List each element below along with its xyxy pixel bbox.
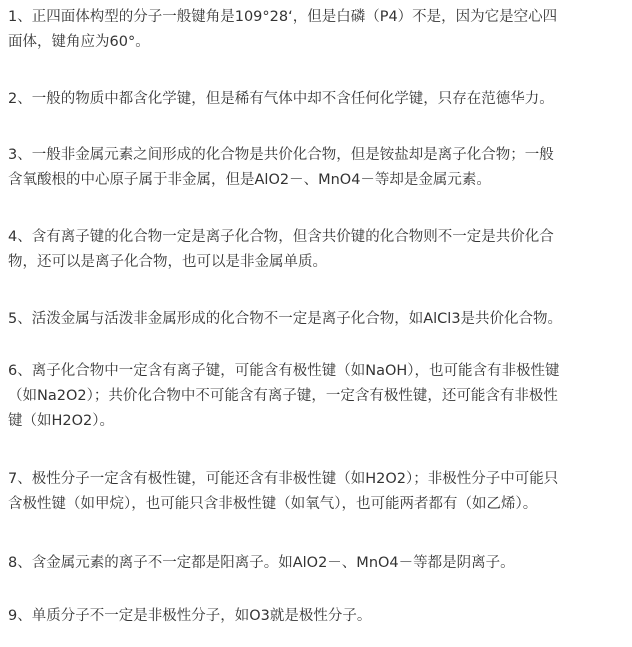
paragraph-item-4 <box>8 225 626 275</box>
paragraph-line: 键（如H2O2）。 <box>8 413 115 429</box>
paragraph-line: 8、含金属元素的离子不一定都是阳离子。如AlO2－、MnO4－等都是阴离子。 <box>8 555 515 571</box>
paragraph-item-5 <box>8 307 626 332</box>
paragraph-line: 2、一般的物质中都含化学键，但是稀有气体中却不含任何化学键，只存在范德华力。 <box>8 91 554 107</box>
paragraph-line: 1、正四面体构型的分子一般键角是109°28‘，但是白磷（P4）不是，因为它是空心四 <box>8 9 558 25</box>
paragraph-line: 4、含有离子键的化合物一定是离子化合物，但含共价键的化合物则不一定是共价化合 <box>8 229 554 245</box>
paragraph-line: 6、离子化合物中一定含有离子键，可能含有极性键（如NaOH），也可能含有非极性键 <box>8 363 560 379</box>
paragraph-line: 7、极性分子一定含有极性键，可能还含有非极性键（如H2O2）；非极性分子中可能只 <box>8 471 559 487</box>
paragraph-item-1 <box>8 5 626 55</box>
paragraph-item-7 <box>8 467 626 517</box>
paragraph-line: 3、一般非金属元素之间形成的化合物是共价化合物，但是铵盐却是离子化合物；一般 <box>8 147 554 163</box>
paragraph-item-3 <box>8 143 626 193</box>
paragraph-line: 含极性键（如甲烷），也可能只含非极性键（如氧气），也可能两者都有（如乙烯）。 <box>8 496 538 512</box>
paragraph-item-8 <box>8 551 626 576</box>
paragraph-item-9 <box>8 604 626 629</box>
paragraph-line: 含氧酸根的中心原子属于非金属，但是AlO2－、MnO4－等却是金属元素。 <box>8 172 491 188</box>
paragraph-line: 面体，键角应为60°。 <box>8 34 150 50</box>
paragraph-line: 9、单质分子不一定是非极性分子，如O3就是极性分子。 <box>8 608 372 624</box>
paragraph-line: 5、活泼金属与活泼非金属形成的化合物不一定是离子化合物，如AlCl3是共价化合物。 <box>8 311 563 327</box>
paragraph-line: 物，还可以是离子化合物，也可以是非金属单质。 <box>8 254 327 270</box>
paragraph-item-2 <box>8 87 626 112</box>
paragraph-line: （如Na2O2）；共价化合物中不可能含有离子键，一定含有极性键，还可能含有非极性 <box>8 388 558 404</box>
paragraph-item-6 <box>8 359 626 434</box>
